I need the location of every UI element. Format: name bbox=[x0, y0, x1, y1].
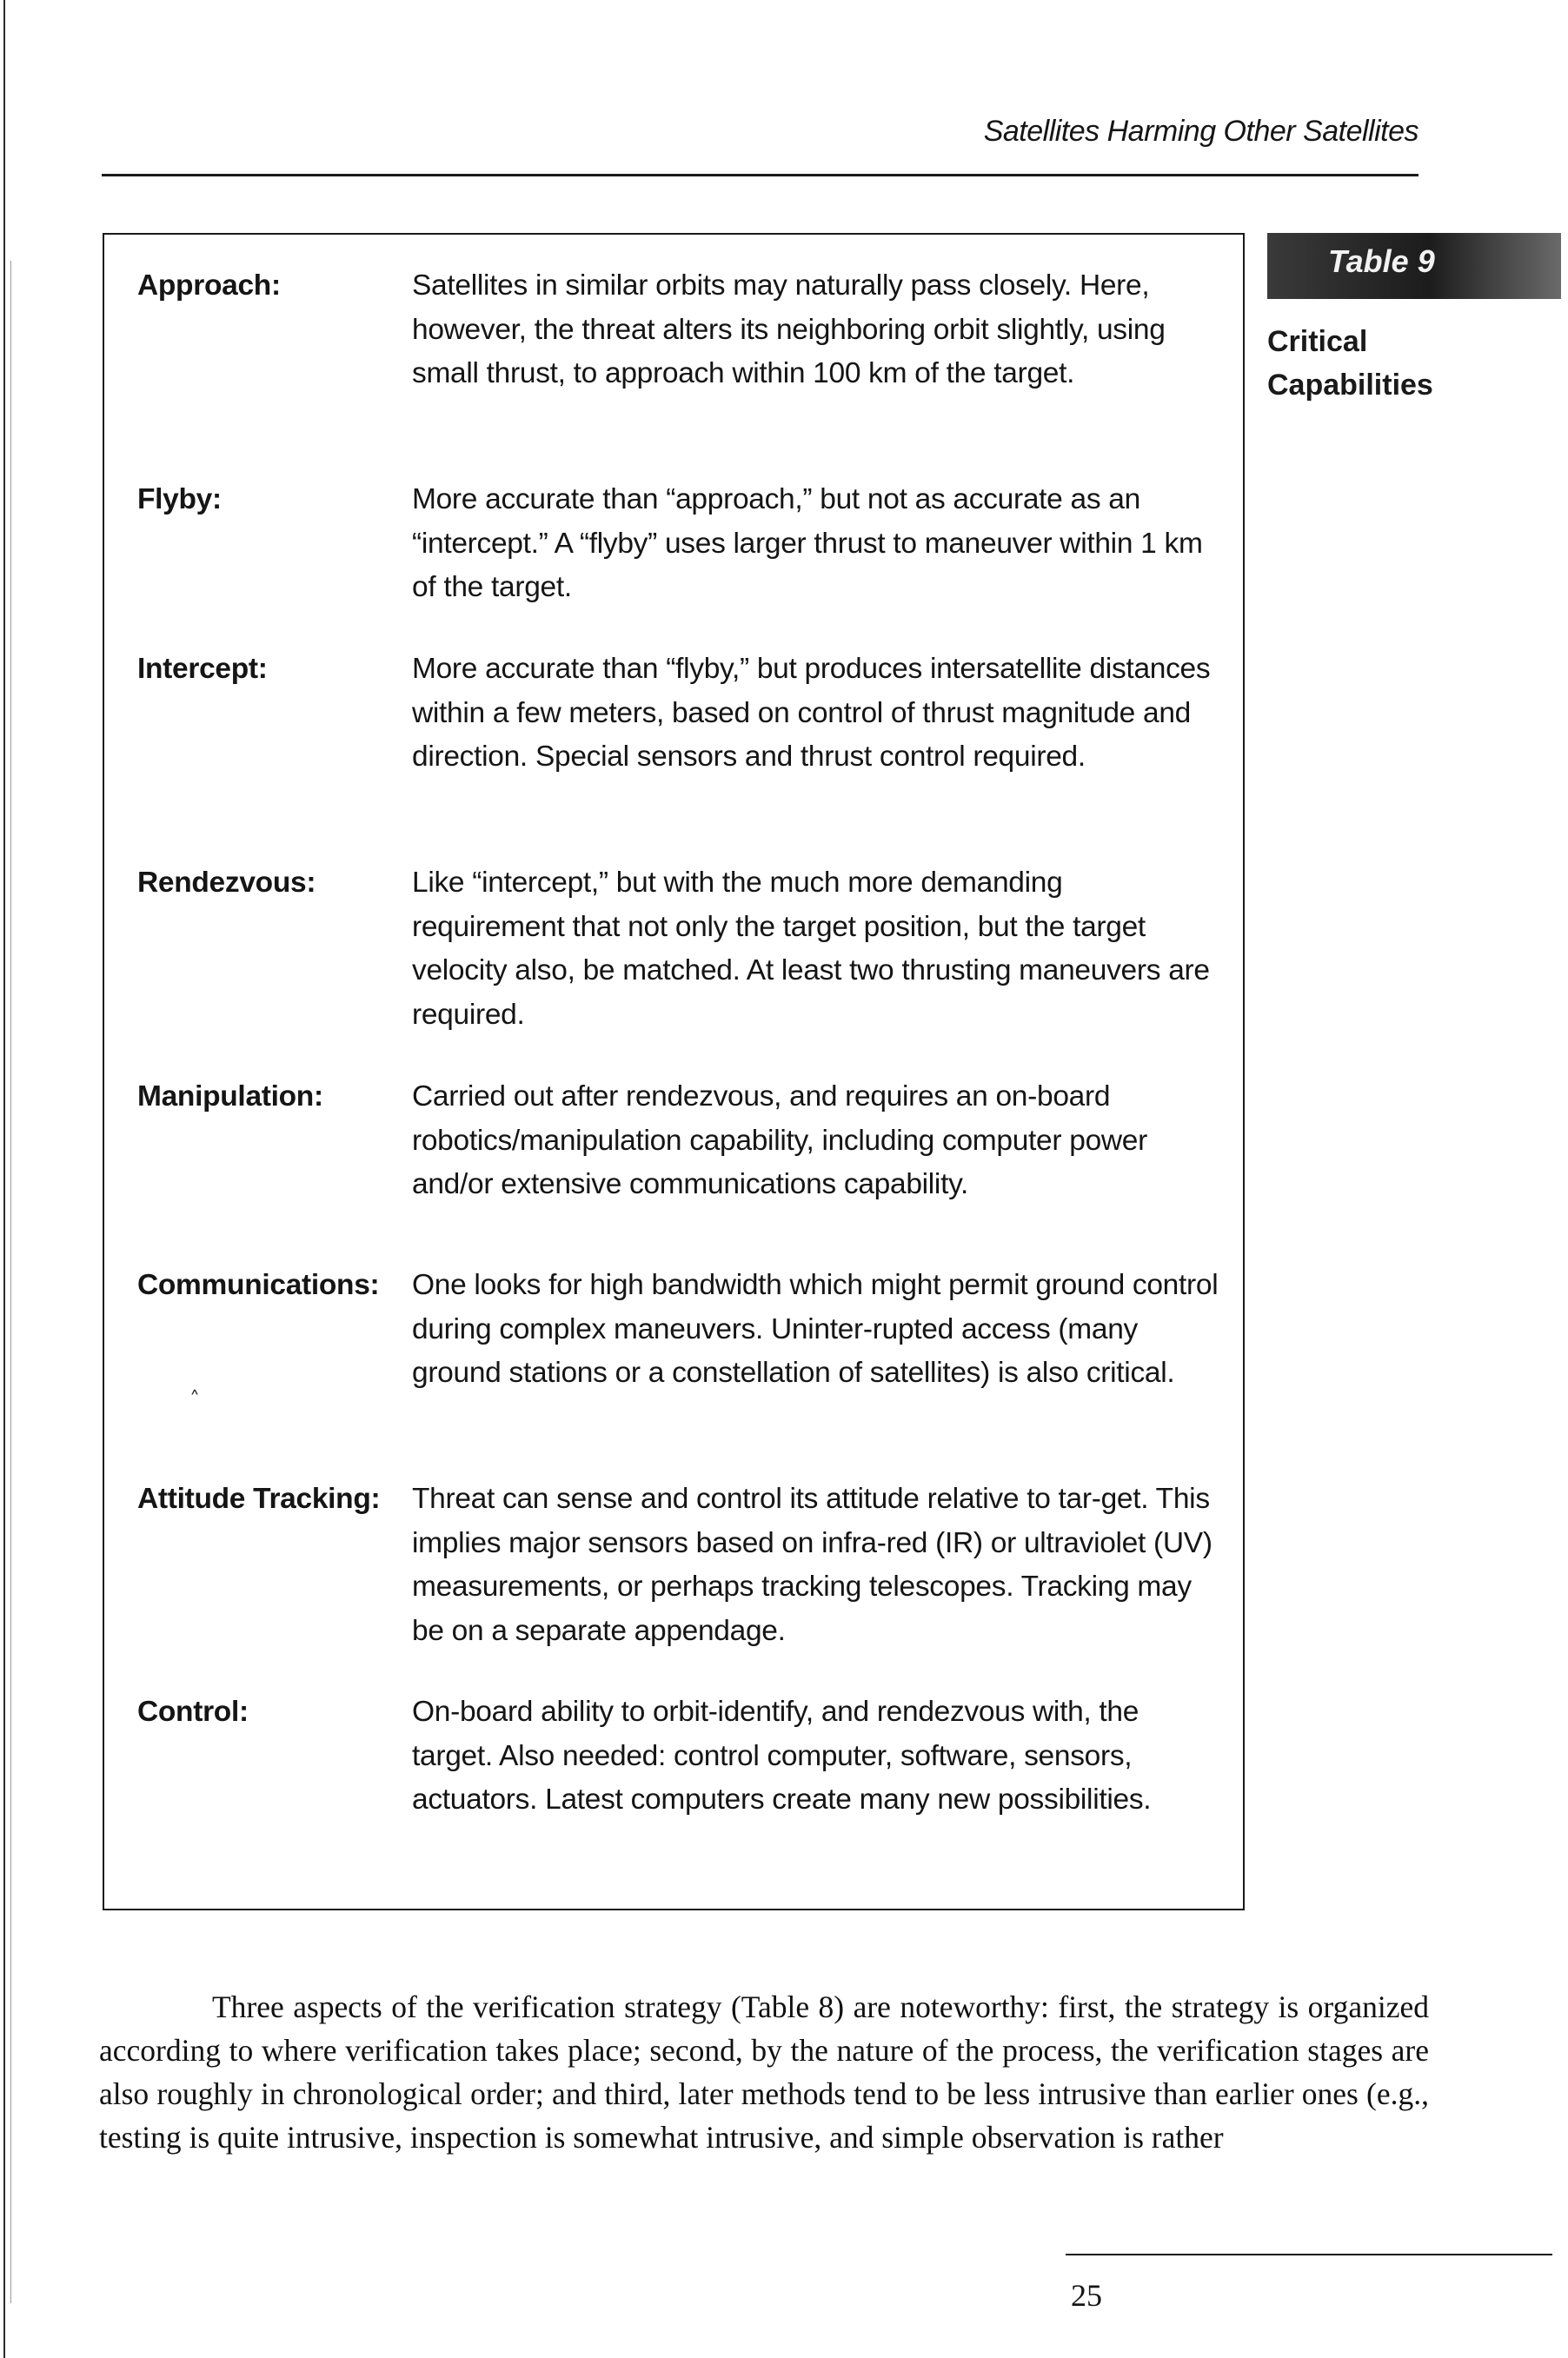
row-definition: Threat can sense and control its attitude relative to tar-get. This implies major sensors based on infra-red (IR) or ultraviolet (UV) measurements, or perhaps tracking telescopes. Tracking may be on a separate appendage. bbox=[412, 1483, 1213, 1647]
row-definition: Satellites in similar orbits may naturally pass closely. Here, however, the threat alters its neighboring orbit slightly, using small thrust, to approach within 100 km of the target. bbox=[412, 269, 1166, 389]
row-term: Rendezvous: bbox=[137, 867, 316, 899]
row-term: Attitude Tracking: bbox=[137, 1483, 381, 1515]
table-title-line: Critical bbox=[1267, 325, 1368, 358]
table-title-line: Capabilities bbox=[1267, 369, 1433, 402]
row-term: Approach: bbox=[137, 269, 281, 302]
row-term: Communications: bbox=[137, 1269, 380, 1301]
page-number: 25 bbox=[1071, 2278, 1102, 2313]
row-term: Control: bbox=[137, 1696, 249, 1728]
page-binding-edge bbox=[3, 0, 5, 2358]
row-definition: One looks for high bandwidth which might permit ground control during complex maneuvers. Uninter-rupted access (many ground stations or a constellation of satellites) is also critical. bbox=[412, 1269, 1219, 1389]
footer-rule bbox=[1066, 2254, 1552, 2255]
capabilities-table bbox=[103, 233, 1245, 1910]
row-term: Manipulation: bbox=[137, 1080, 323, 1113]
body-paragraph: Three aspects of the verification strategy (Table 8) are noteworthy: first, the strategy is organized according to where verification takes place; second, by the nature of the process, the verification stages are also roughly in chronological order; and third, later methods tend to be less intrusive than earlier ones (e.g., testing is quite intrusive, inspection is somewhat intrusive, and simple observation is rather bbox=[99, 1989, 1429, 2155]
row-definition: More accurate than “approach,” but not as accurate as an “intercept.” A “flyby” uses larger thrust to maneuver within 1 km of the target. bbox=[412, 483, 1203, 603]
running-head: Satellites Harming Other Satellites bbox=[983, 115, 1419, 148]
row-definition: Like “intercept,” but with the much more demanding requirement that not only the target position, but the target velocity also, be matched. At least two thrusting maneuvers are required. bbox=[412, 867, 1210, 1031]
row-definition: On-board ability to orbit-identify, and rendezvous with, the target. Also needed: control computer, software, sensors, actuators. Latest computers create many new possibilities. bbox=[412, 1696, 1152, 1816]
table-title bbox=[1267, 320, 1554, 407]
row-definition: More accurate than “flyby,” but produces intersatellite distances within a few meters, based on control of thrust magnitude and direction. Special sensors and thrust control required. bbox=[412, 653, 1211, 773]
header-rule bbox=[102, 174, 1419, 176]
row-term: Intercept: bbox=[137, 653, 268, 685]
table-number-label: Table 9 bbox=[1328, 243, 1435, 279]
stray-mark-glyph: ˄ bbox=[189, 1387, 200, 1411]
row-term: Flyby: bbox=[137, 483, 222, 515]
page-binding-edge-shadow bbox=[10, 261, 11, 2303]
row-definition: Carried out after rendezvous, and requires an on-board robotics/manipulation capability, including computer power and/or extensive communications capability. bbox=[412, 1080, 1147, 1200]
table-number-badge bbox=[1267, 233, 1561, 299]
